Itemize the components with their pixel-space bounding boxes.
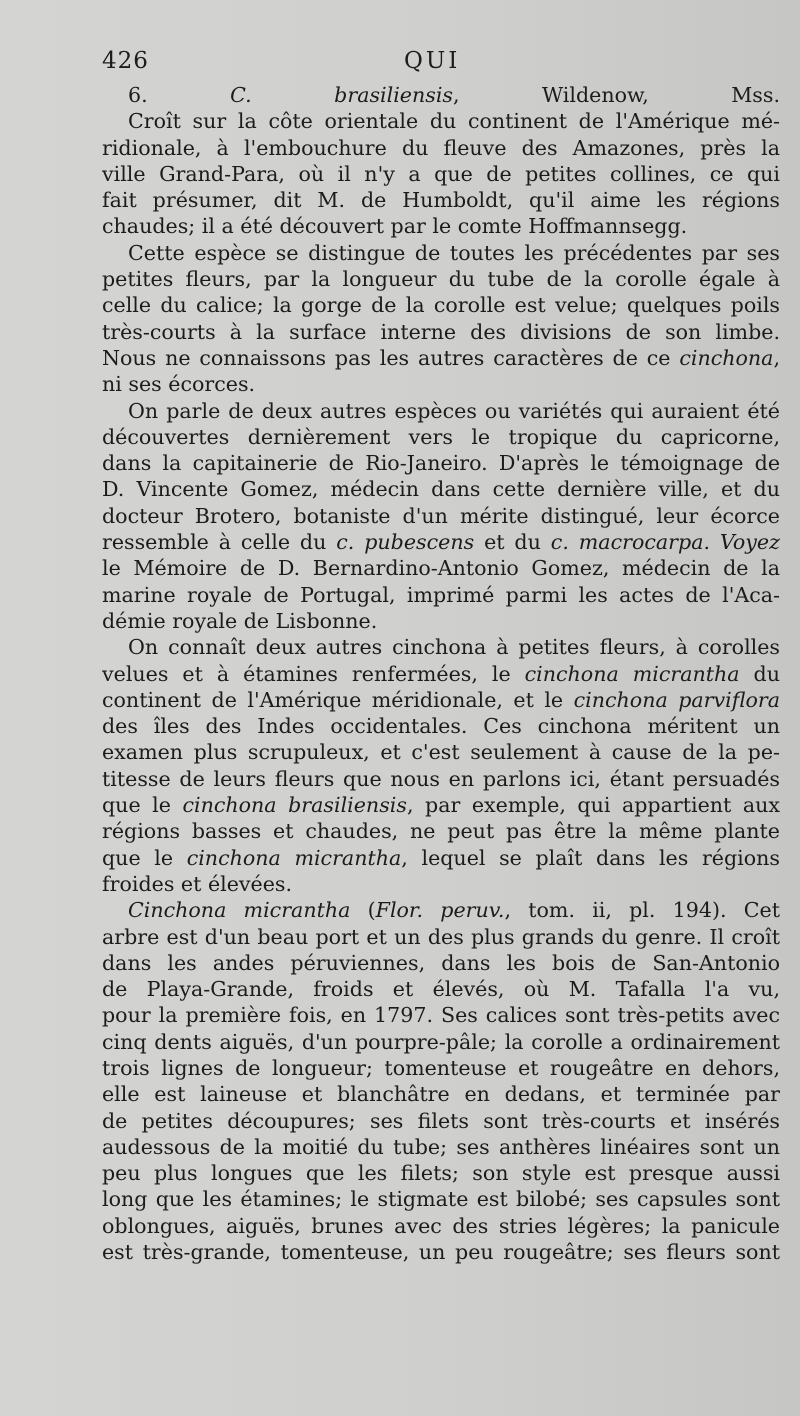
text-segment: ville Grand-Para, où il n'y a que de petites collines, ce qui [102,161,780,186]
text-line [102,1213,780,1239]
text-line [102,766,780,792]
text-segment: audessous de la moitié du tube; ses anthères linéaires sont un [102,1134,780,1159]
text-line [102,1239,780,1265]
paragraph [102,634,780,897]
text-line [102,897,780,923]
text-line [102,1055,780,1081]
text-line [102,529,780,555]
text-line [102,608,780,634]
text-line [102,266,780,292]
body-text [102,82,780,1265]
text-segment: de Playa-Grande, froids et élevés, où M. Tafalla l'a vu, [102,977,780,1002]
text-segment: , tom. ii, pl. 194). Cet [504,898,780,923]
text-segment: chaudes; il a été découvert par le comte Hoffmannsegg. [102,214,688,239]
text-segment: , lequel se plaît dans les régions [401,845,780,870]
italic-text: cinchona parviflora [573,687,780,712]
text-line [102,1081,780,1107]
paragraph [102,82,780,108]
text-segment: velues et à étamines renfermées, le [102,661,525,686]
text-segment: dans les andes péruviennes, dans les bois de San-Antonio [102,950,780,975]
text-segment: , par exemple, qui appartient aux [406,793,780,818]
text-line [102,661,780,687]
text-line [102,924,780,950]
text-segment: démie royale de Lisbonne. [102,608,378,633]
text-segment: petites fleurs, par la longueur du tube de la corolle égale à [102,267,780,292]
italic-text: C. brasiliensis [230,83,453,107]
text-line [102,845,780,871]
text-line [102,161,780,187]
paragraph [102,897,780,1265]
text-line [102,792,780,818]
text-segment: long que les étamines; le stigmate est bilobé; ses capsules sont [102,1187,780,1212]
italic-text: c. macrocarpa. Voyez [550,530,780,555]
text-line [102,582,780,608]
page-number: 426 [102,48,149,74]
text-segment: examen plus scrupuleux, et c'est seulement à cause de la pe- [102,740,780,765]
text-segment: ( [350,898,376,923]
text-line [102,713,780,739]
text-line [102,213,780,239]
text-line [102,187,780,213]
text-line [102,950,780,976]
italic-text: cinchona micrantha [524,661,740,686]
italic-text: c. pubescens [336,530,475,555]
text-line [102,319,780,345]
text-line [102,871,780,897]
text-line [102,1160,780,1186]
text-line [102,555,780,581]
text-segment: elle est laineuse et blanchâtre en dedans, et terminée par [102,1082,780,1107]
text-segment: peu plus longues que les filets; son style est presque aussi [102,1161,780,1186]
text-line [102,976,780,1002]
text-segment: , [773,345,780,370]
text-segment: dans la capitainerie de Rio-Janeiro. D'après le témoignage de [102,451,780,476]
text-segment: très-courts à la surface interne des divisions de son limbe. [102,319,780,344]
italic-text: cinchona [679,345,774,370]
text-line [102,739,780,765]
running-title: QUI [404,48,461,74]
text-line [102,108,780,134]
text-line [102,398,780,424]
text-segment: ni ses écorces. [102,372,256,397]
text-segment: cinq dents aiguës, d'un pourpre-pâle; la corolle a ordinairement [102,1029,780,1054]
paragraph [102,240,780,398]
text-line [102,1108,780,1134]
text-segment: fait présumer, dit M. de Humboldt, qu'il aime les régions [102,188,780,213]
italic-text: cinchona brasiliensis [182,793,407,818]
text-segment: de petites découpures; ses filets sont très-courts et insérés [102,1108,780,1133]
text-line [102,82,780,108]
text-line [102,345,780,371]
text-segment: On parle de deux autres espèces ou variétés qui auraient été [128,398,780,423]
italic-text: Flor. peruv. [375,898,505,923]
paragraph [102,398,780,635]
text-segment: , Wildenow, Mss. [452,83,780,107]
text-segment: ridionale, à l'embouchure du fleuve des Amazones, près la [102,135,780,160]
text-line [102,818,780,844]
page-header [102,48,782,84]
text-line [102,371,780,397]
text-line [102,503,780,529]
text-line [102,292,780,318]
text-segment: et du [474,530,551,555]
text-line [102,1029,780,1055]
text-segment: Cette espèce se distingue de toutes les précédentes par ses [128,240,780,265]
text-segment: que le [102,793,183,818]
text-segment: On connaît deux autres cinchona à petites fleurs, à corolles [128,635,780,660]
text-line [102,687,780,713]
text-line [102,1186,780,1212]
text-segment: continent de l'Amérique méridionale, et le [102,687,574,712]
text-segment: arbre est d'un beau port et un des plus grands du genre. Il croît [102,924,780,949]
text-segment: pour la première fois, en 1797. Ses calices sont très-petits avec [102,1003,780,1028]
text-segment: Nous ne connaissons pas les autres caractères de ce [102,345,680,370]
text-segment: titesse de leurs fleurs que nous en parlons ici, étant persuadés [102,766,780,791]
text-segment: D. Vincente Gomez, médecin dans cette dernière ville, et du [102,477,780,502]
text-segment: marine royale de Portugal, imprimé parmi les actes de l'Aca- [102,582,780,607]
text-segment: celle du calice; la gorge de la corolle est velue; quelques poils [102,293,780,318]
text-segment: trois lignes de longueur; tomenteuse et rougeâtre en dehors, [102,1055,780,1080]
text-line [102,1134,780,1160]
text-segment: 6. [128,83,231,107]
text-segment: ressemble à celle du [102,530,337,555]
text-segment: oblongues, aiguës, brunes avec des stries légères; la panicule [102,1213,780,1238]
text-line [102,240,780,266]
text-line [102,634,780,660]
text-line [102,450,780,476]
italic-text: Cinchona micrantha [128,898,351,923]
text-segment: Croît sur la côte orientale du continent de l'Amérique mé- [128,109,780,134]
text-segment: du [739,661,780,686]
text-segment: froides et élevées. [102,871,293,896]
text-segment: est très-grande, tomenteuse, un peu rougeâtre; ses fleurs sont [102,1240,780,1265]
text-line [102,476,780,502]
text-segment: le Mémoire de D. Bernardino-Antonio Gomez, médecin de la [102,556,780,581]
text-line [102,424,780,450]
text-segment: que le [102,845,187,870]
text-line [102,135,780,161]
text-segment: docteur Brotero, botaniste d'un mérite distingué, leur écorce [102,503,780,528]
text-line [102,1002,780,1028]
text-segment: des îles des Indes occidentales. Ces cinchona méritent un [102,714,780,739]
text-segment: régions basses et chaudes, ne peut pas être la même plante [102,819,780,844]
paragraph [102,108,780,239]
italic-text: cinchona micrantha [186,845,402,870]
text-segment: découvertes dernièrement vers le tropique du capricorne, [102,424,780,449]
